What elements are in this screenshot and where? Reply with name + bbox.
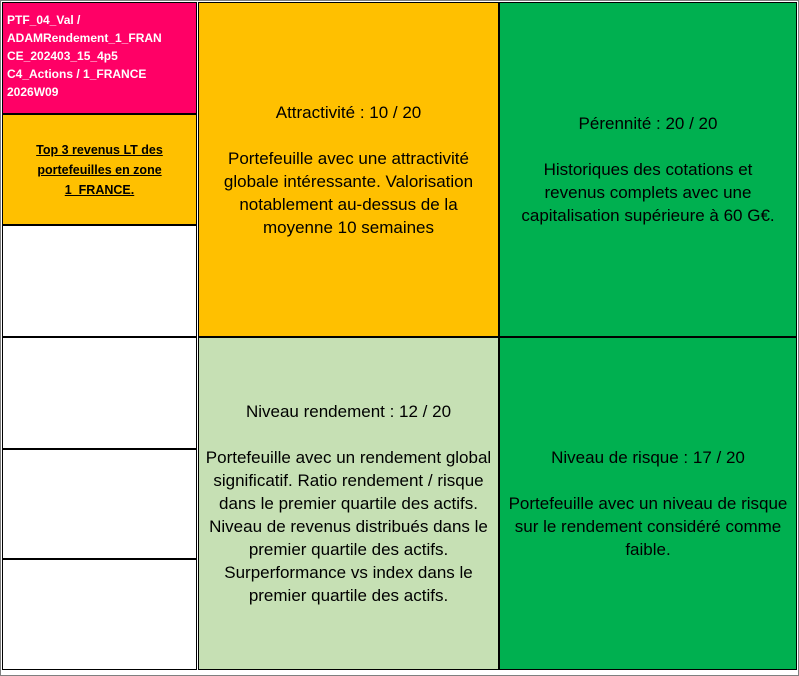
attractivite-title: Attractivité : 10 / 20: [275, 102, 422, 122]
attractivite-description: Portefeuille avec une attractivité globale intéressante. Valorisation notablement au-dessus de la moyenne 10 semaines: [223, 148, 474, 237]
risque-card: [499, 337, 797, 670]
portfolio-id-line: ADAMRendement_1_FRAN: [7, 31, 162, 45]
top3-label-box: [2, 114, 197, 225]
portfolio-id-line: C4_Actions / 1_FRANCE: [7, 67, 147, 81]
perennite-title: Pérennité : 20 / 20: [578, 114, 718, 133]
attractivite-card: [198, 2, 499, 337]
risque-title: Niveau de risque : 17 / 20: [551, 448, 745, 467]
top3-label: Top 3 revenus LT des portefeuilles en zone 1_FRANCE.: [36, 142, 163, 197]
empty-cell: [2, 559, 197, 670]
empty-cell: [2, 225, 197, 337]
portfolio-id-line: CE_202403_15_4p5: [7, 49, 118, 63]
portfolio-id-box: [2, 2, 197, 114]
rendement-card: [198, 337, 499, 670]
perennite-description: Historiques des cotations et revenus complets avec une capitalisation supérieure à 60 G€.: [521, 160, 775, 225]
empty-cell: [2, 337, 197, 449]
empty-cell: [2, 449, 197, 559]
rendement-description: Portefeuille avec un rendement global significatif. Ratio rendement / risque dans le premier quartile des actifs. Niveau de revenus distribués dans le premier quartile des actifs. Surperformance vs index dans le premier quartile des actifs.: [205, 448, 492, 605]
perennite-card: [499, 2, 797, 337]
risque-description: Portefeuille avec un niveau de risque sur le rendement considéré comme faible.: [508, 494, 788, 559]
rendement-title: Niveau rendement : 12 / 20: [245, 402, 452, 421]
portfolio-id-line: PTF_04_Val /: [7, 13, 81, 27]
portfolio-id-line: 2026W09: [7, 85, 59, 99]
